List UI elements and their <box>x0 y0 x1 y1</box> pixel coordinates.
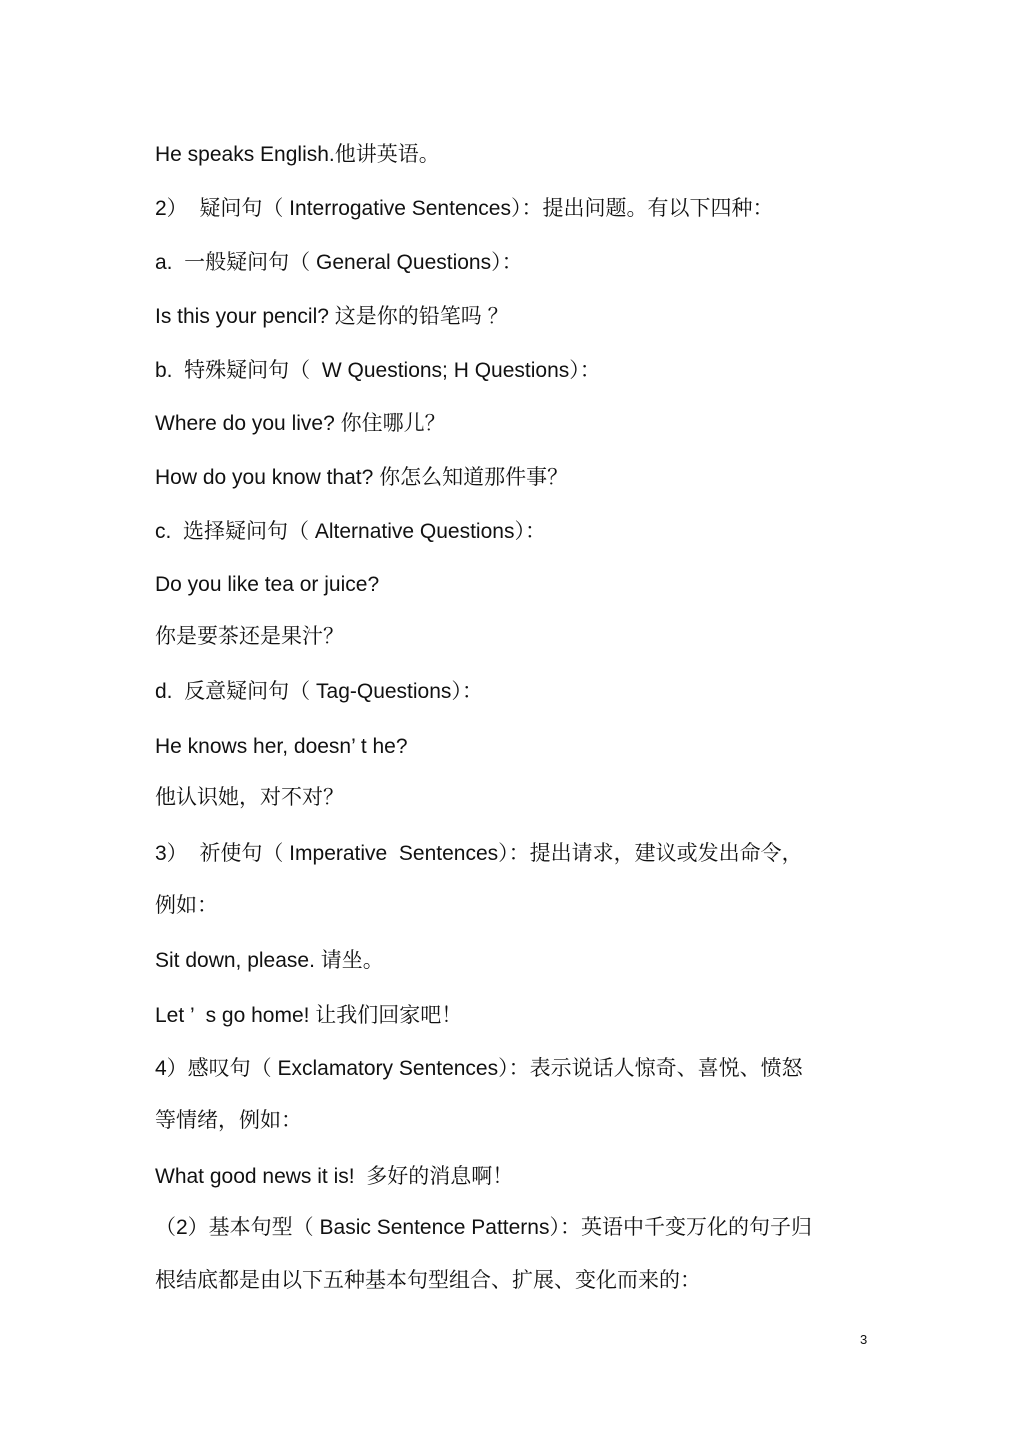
page-number: 3 <box>860 1332 868 1347</box>
text-line: 根结底都是由以下五种基本句型组合、扩展、变化而来的： <box>155 1269 701 1292</box>
text-line: Sit down, please. 请坐。 <box>155 949 384 972</box>
text-line: 3） 祈使句（ Imperative Sentences）：提出请求，建议或发出命令， <box>155 842 803 865</box>
text-line: 等情绪，例如： <box>155 1109 302 1132</box>
text-line: c. 选择疑问句（ Alternative Questions）： <box>155 520 546 543</box>
text-line: 例如： <box>155 894 218 917</box>
text-line: Let ’ s go home! 让我们回家吧！ <box>155 1004 463 1027</box>
text-line: How do you know that? 你怎么知道那件事？ <box>155 466 569 489</box>
text-line: Do you like tea or juice? <box>155 573 380 596</box>
text-line: 他认识她，对不对？ <box>155 786 344 809</box>
text-line: He knows her, doesn’ t he? <box>155 735 408 758</box>
text-line: d. 反意疑问句（ Tag-Questions）： <box>155 680 483 703</box>
text-line: Where do you live? 你住哪儿？ <box>155 412 446 435</box>
text-line: Is this your pencil? 这是你的铅笔吗 ？ <box>155 305 509 328</box>
text-line: a. 一般疑问句（ General Questions）： <box>155 251 523 274</box>
text-line: （2）基本句型（ Basic Sentence Patterns）：英语中千变万化的句子归 <box>155 1216 812 1239</box>
text-line: He speaks English.他讲英语。 <box>155 143 440 166</box>
text-line: What good news it is! 多好的消息啊！ <box>155 1165 514 1188</box>
text-line: 你是要茶还是果汁？ <box>155 625 344 648</box>
text-line: b. 特殊疑问句（ W Questions; H Questions）： <box>155 359 601 382</box>
text-line: 2） 疑问句（ Interrogative Sentences）：提出问题。有以下四种： <box>155 197 774 220</box>
text-line: 4）感叹句（ Exclamatory Sentences）：表示说话人惊奇、喜悦、愤怒 <box>155 1057 803 1080</box>
